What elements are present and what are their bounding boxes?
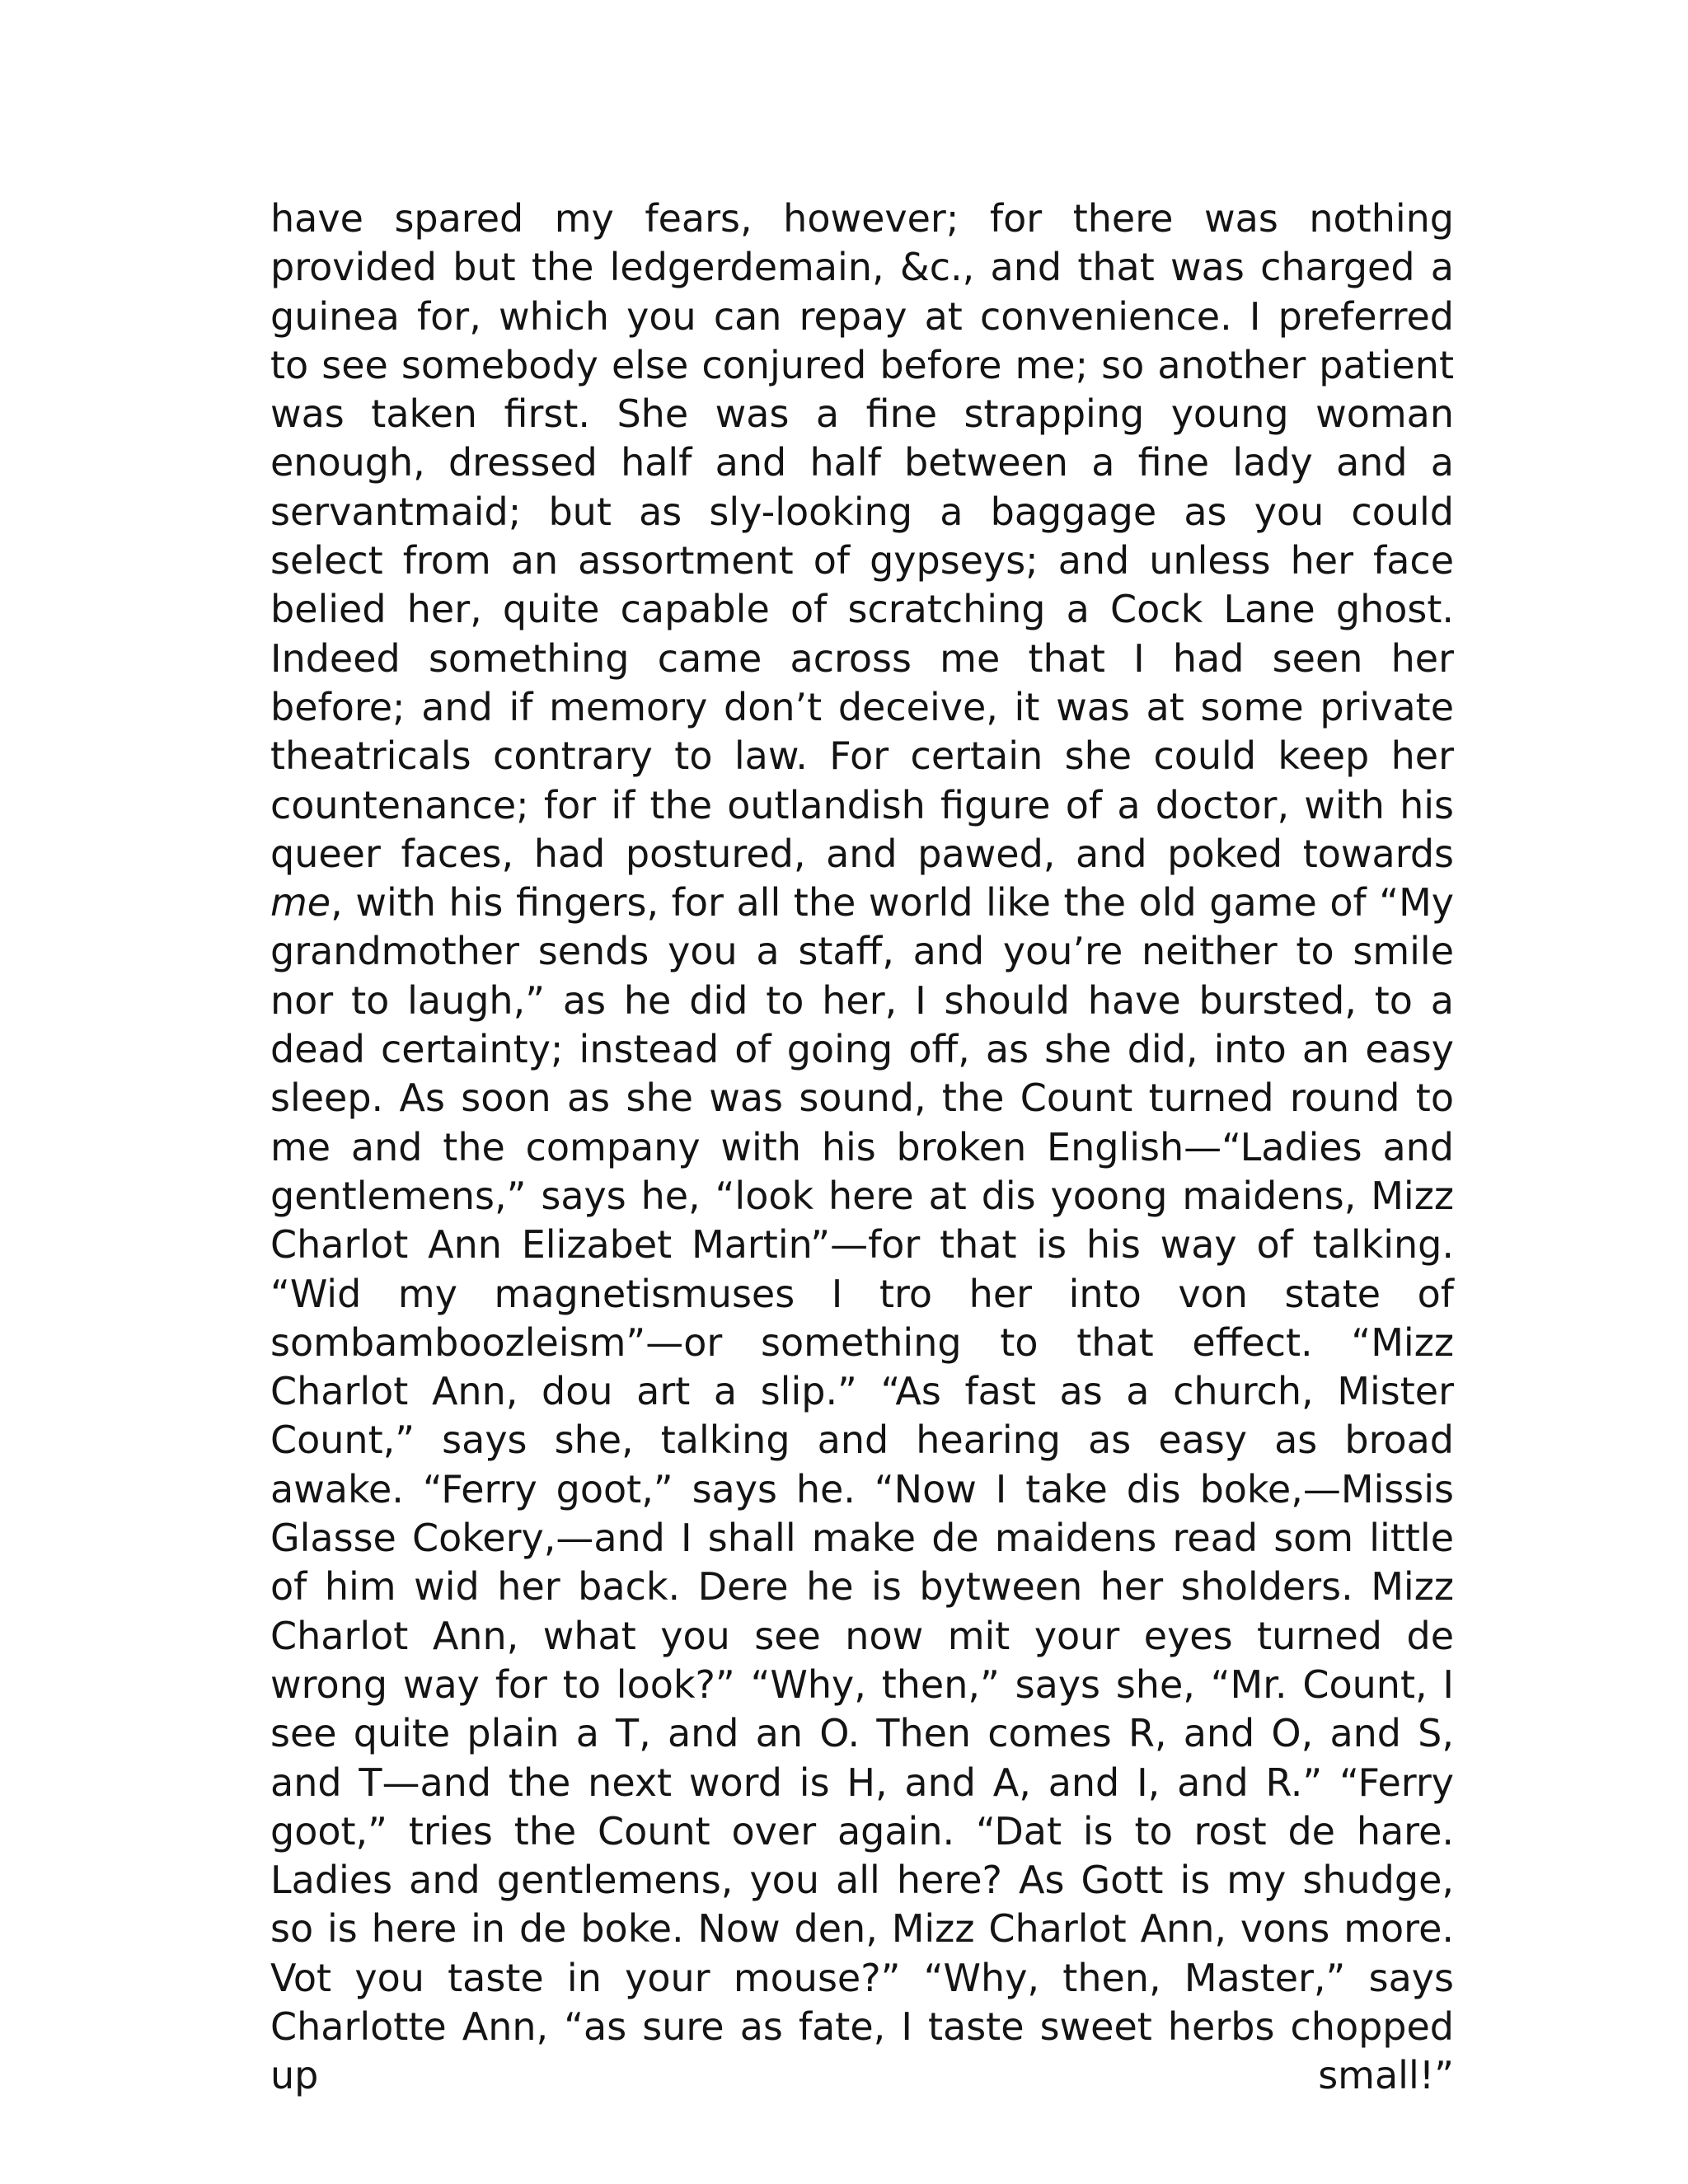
emphasized-word: me — [270, 880, 331, 926]
text-segment-2: , with his fingers, for all the world like the old game of “My grandmother sends you a staff, and you’re neither to smile nor to laugh,” as he did to her, I should have bursted, to a dead certainty; instead of going off, as she did, into an easy sleep. As soon as she was sound, the Count turned round to me and the company with his broken English—“Ladies and gentlemens,” says he, “look here at dis yoong maidens, Mizz Charlot Ann Elizabet Martin”—for that is his way of talking. “Wid my magnetismuses I tro her into von state of sombamboozleism”—or something to that effect. “Mizz Charlot Ann, dou art a slip.” “As fast as a church, Mister Count,” says she, talking and hearing as easy as broad awake. “Ferry goot,” says he. “Now I take dis boke,—Missis Glasse Cokery,—and I shall make de maidens read som little of him wid her back. Dere he is bytween her sholders. Mizz Charlot Ann, what you see now mit your eyes turned de wrong way for to look?” “Why, then,” says she, “Mr. Count, I see quite plain a T, and an O. Then comes R, and O, and S, and T—and the next word is H, and A, and I, and R.” “Ferry goot,” tries the Count over again. “Dat is to rost de hare. Ladies and gentlemens, you all here? As Gott is my shudge, so is here in de boke. Now den, Mizz Charlot Ann, vons more. Vot you taste in your mouse?” “Why, then, Master,” says Charlotte Ann, “as sure as fate, I taste sweet herbs chopped up small!” — [270, 880, 1454, 2098]
text-segment-1: have spared my fears, however; for there was nothing provided but the ledgerdemain, &c., and that was charged a guinea for, which you can repay at convenience. I preferred to see somebody else conjured before me; so another patient was taken first. She was a fine strapping young woman enough, dressed half and half between a fine lady and a servantmaid; but as sly-looking a baggage as you could select from an assortment of gypseys; and unless her face belied her, quite capable of scratching a Cock Lane ghost. Indeed something came across me that I had seen her before; and if memory don’t deceive, it was at some private theatricals contrary to law. For certain she could keep her countenance; for if the outlandish figure of a doctor, with his queer faces, had postured, and pawed, and poked towards — [270, 196, 1454, 876]
body-text — [270, 194, 1454, 2101]
paragraph — [270, 194, 1454, 2101]
